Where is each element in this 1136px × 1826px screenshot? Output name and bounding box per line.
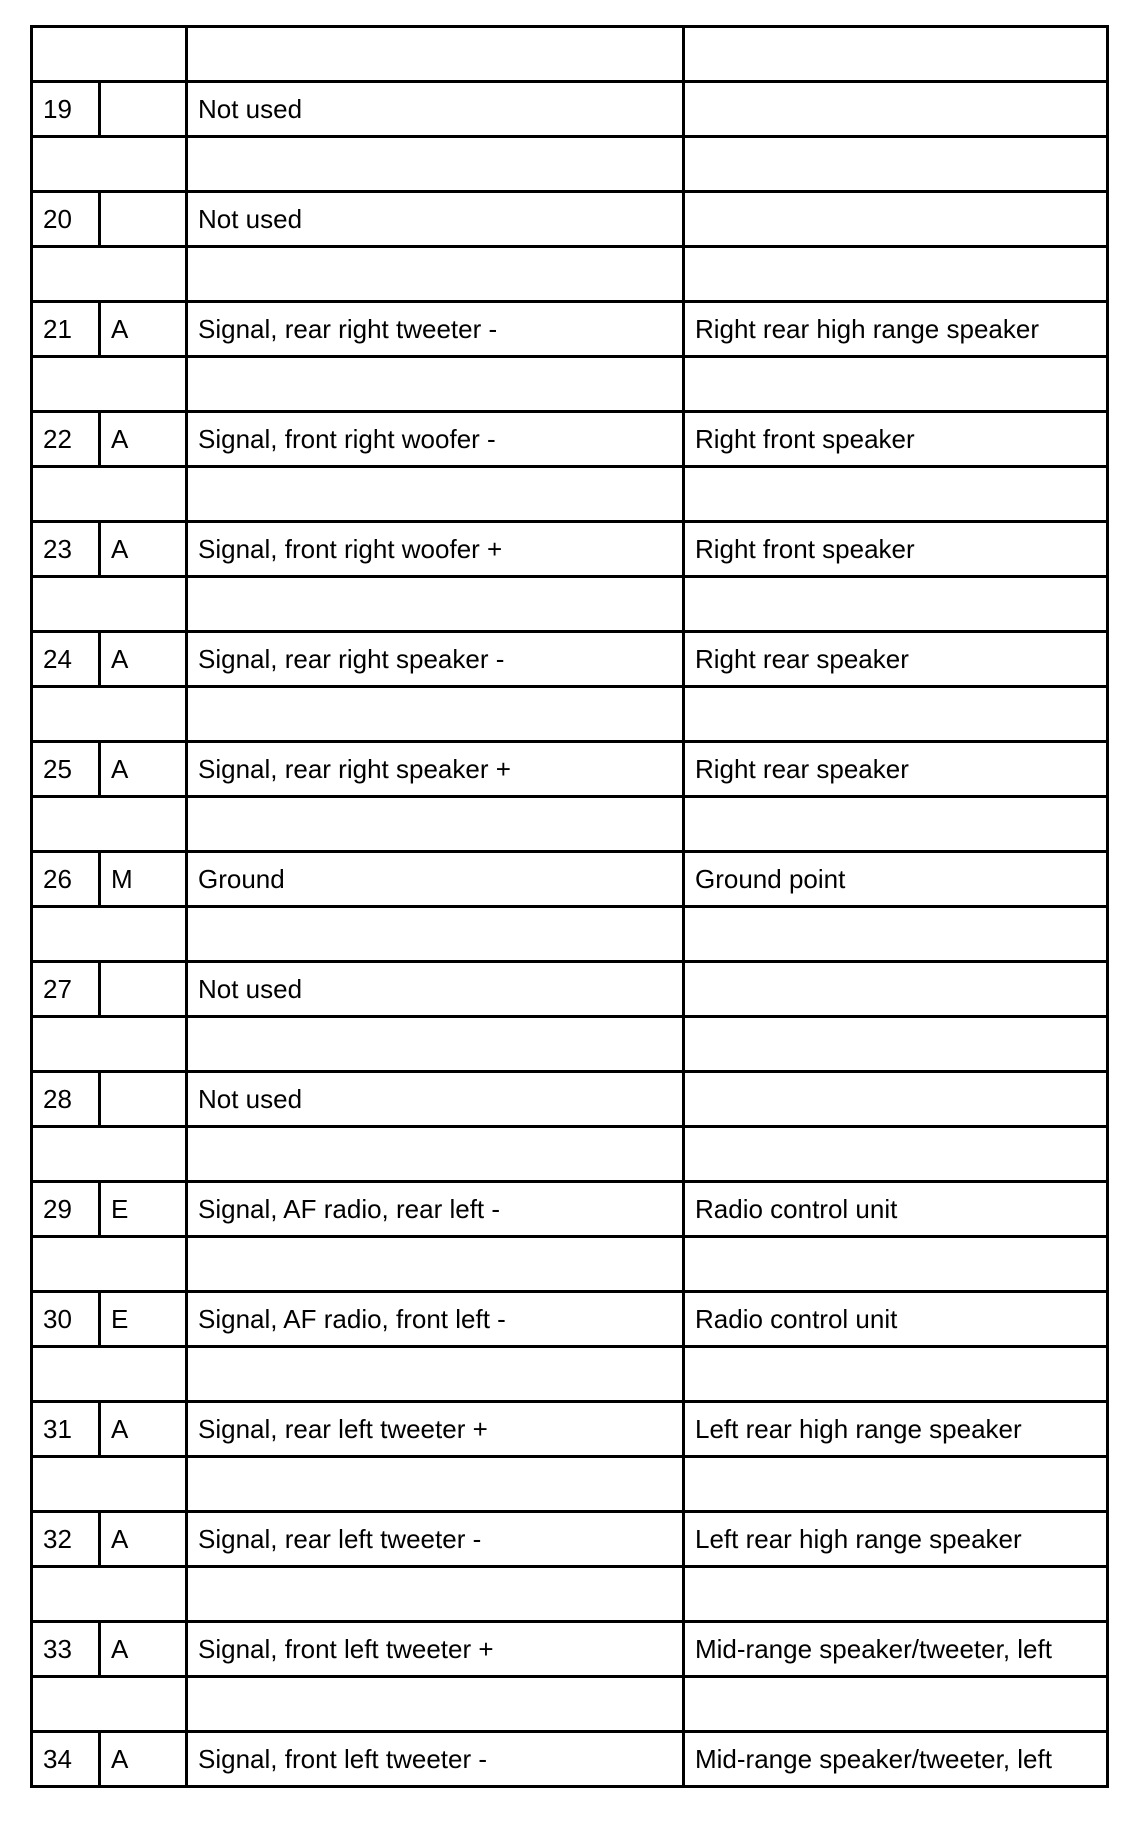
spacer-cell [684,1017,1108,1072]
connected-component-cell [684,1072,1108,1127]
pin-number-cell: 32 [32,1512,100,1567]
table-row [32,1402,1108,1457]
spacer-cell [187,1677,684,1732]
pin-number-cell: 25 [32,742,100,797]
spacer-cell [684,1677,1108,1732]
connected-component-cell: Right rear speaker [684,632,1108,687]
spacer-cell [32,357,187,412]
connected-component-cell: Right front speaker [684,412,1108,467]
spacer-cell [32,1237,187,1292]
spacer-row [32,467,1108,522]
spacer-cell [32,1457,187,1512]
spacer-cell [187,357,684,412]
spacer-row [32,1347,1108,1402]
connected-component-cell: Left rear high range speaker [684,1402,1108,1457]
connected-component-cell: Mid-range speaker/tweeter, left [684,1732,1108,1787]
table-row [32,632,1108,687]
spacer-cell [187,467,684,522]
spacer-cell [32,1017,187,1072]
spacer-cell [32,467,187,522]
spacer-cell [32,247,187,302]
signal-description-cell: Signal, rear right speaker + [187,742,684,797]
wire-code-cell: A [100,1732,187,1787]
spacer-cell [32,577,187,632]
connected-component-cell: Right rear high range speaker [684,302,1108,357]
signal-description-cell: Not used [187,1072,684,1127]
spacer-row [32,1127,1108,1182]
wire-code-cell [100,1072,187,1127]
spacer-cell [187,687,684,742]
table-row [32,302,1108,357]
signal-description-cell: Signal, rear left tweeter + [187,1402,684,1457]
wire-code-cell: A [100,302,187,357]
pin-number-cell: 24 [32,632,100,687]
spacer-cell [187,1457,684,1512]
connected-component-cell: Mid-range speaker/tweeter, left [684,1622,1108,1677]
spacer-cell [32,797,187,852]
spacer-row [32,247,1108,302]
spacer-cell [187,577,684,632]
spacer-cell [187,137,684,192]
spacer-cell [684,577,1108,632]
spacer-cell [32,907,187,962]
connected-component-cell [684,82,1108,137]
spacer-cell [32,137,187,192]
table-row [32,1072,1108,1127]
wire-code-cell: M [100,852,187,907]
spacer-cell [32,27,187,82]
spacer-cell [32,687,187,742]
spacer-row [32,797,1108,852]
signal-description-cell: Signal, rear left tweeter - [187,1512,684,1567]
spacer-cell [684,687,1108,742]
table-row [32,412,1108,467]
spacer-cell [684,1127,1108,1182]
spacer-row [32,577,1108,632]
spacer-cell [32,1347,187,1402]
table-row [32,1622,1108,1677]
table-row [32,192,1108,247]
spacer-cell [187,247,684,302]
pin-number-cell: 34 [32,1732,100,1787]
connected-component-cell: Right front speaker [684,522,1108,577]
pin-number-cell: 30 [32,1292,100,1347]
pin-number-cell: 29 [32,1182,100,1237]
spacer-row [32,1017,1108,1072]
wire-code-cell: A [100,742,187,797]
table-row [32,742,1108,797]
spacer-cell [187,797,684,852]
spacer-row [32,1457,1108,1512]
spacer-cell [187,1567,684,1622]
wire-code-cell: E [100,1292,187,1347]
table-body [32,27,1108,1787]
signal-description-cell: Not used [187,192,684,247]
spacer-row [32,687,1108,742]
spacer-cell [187,1347,684,1402]
spacer-cell [187,1127,684,1182]
signal-description-cell: Signal, rear right speaker - [187,632,684,687]
spacer-cell [684,1347,1108,1402]
wire-code-cell: A [100,1622,187,1677]
signal-description-cell: Signal, front left tweeter - [187,1732,684,1787]
table-row [32,1292,1108,1347]
signal-description-cell: Ground [187,852,684,907]
pin-number-cell: 33 [32,1622,100,1677]
connected-component-cell: Radio control unit [684,1182,1108,1237]
wire-code-cell [100,192,187,247]
wire-code-cell: A [100,632,187,687]
spacer-cell [187,1017,684,1072]
pin-number-cell: 31 [32,1402,100,1457]
spacer-cell [684,467,1108,522]
spacer-cell [187,27,684,82]
table-row [32,962,1108,1017]
connected-component-cell: Radio control unit [684,1292,1108,1347]
pin-number-cell: 28 [32,1072,100,1127]
connected-component-cell: Ground point [684,852,1108,907]
spacer-cell [32,1567,187,1622]
spacer-cell [187,907,684,962]
wire-code-cell: A [100,412,187,467]
spacer-cell [684,247,1108,302]
wire-code-cell [100,82,187,137]
pin-number-cell: 21 [32,302,100,357]
spacer-cell [32,1127,187,1182]
signal-description-cell: Signal, front right woofer + [187,522,684,577]
wire-code-cell: A [100,1512,187,1567]
spacer-row [32,907,1108,962]
spacer-row [32,137,1108,192]
signal-description-cell: Not used [187,962,684,1017]
spacer-cell [684,1567,1108,1622]
spacer-row [32,27,1108,82]
spacer-cell [684,357,1108,412]
spacer-row [32,357,1108,412]
table-row [32,1182,1108,1237]
signal-description-cell: Signal, rear right tweeter - [187,302,684,357]
pin-number-cell: 19 [32,82,100,137]
signal-description-cell: Signal, front left tweeter + [187,1622,684,1677]
spacer-cell [684,1237,1108,1292]
pin-number-cell: 22 [32,412,100,467]
spacer-cell [684,1457,1108,1512]
spacer-cell [32,1677,187,1732]
connected-component-cell [684,192,1108,247]
spacer-row [32,1237,1108,1292]
signal-description-cell: Signal, AF radio, rear left - [187,1182,684,1237]
pin-number-cell: 23 [32,522,100,577]
wire-code-cell: A [100,522,187,577]
wire-code-cell: E [100,1182,187,1237]
spacer-cell [684,907,1108,962]
spacer-row [32,1677,1108,1732]
table-row [32,1732,1108,1787]
spacer-cell [684,137,1108,192]
pin-number-cell: 20 [32,192,100,247]
signal-description-cell: Not used [187,82,684,137]
connected-component-cell [684,962,1108,1017]
pin-number-cell: 27 [32,962,100,1017]
spacer-cell [684,797,1108,852]
table-row [32,852,1108,907]
signal-description-cell: Signal, front right woofer - [187,412,684,467]
table-row [32,522,1108,577]
spacer-cell [187,1237,684,1292]
table-row [32,1512,1108,1567]
wire-code-cell: A [100,1402,187,1457]
table-row [32,82,1108,137]
spacer-cell [684,27,1108,82]
spacer-row [32,1567,1108,1622]
pin-number-cell: 26 [32,852,100,907]
pin-assignment-table [30,25,1109,1788]
wire-code-cell [100,962,187,1017]
connected-component-cell: Left rear high range speaker [684,1512,1108,1567]
connected-component-cell: Right rear speaker [684,742,1108,797]
signal-description-cell: Signal, AF radio, front left - [187,1292,684,1347]
